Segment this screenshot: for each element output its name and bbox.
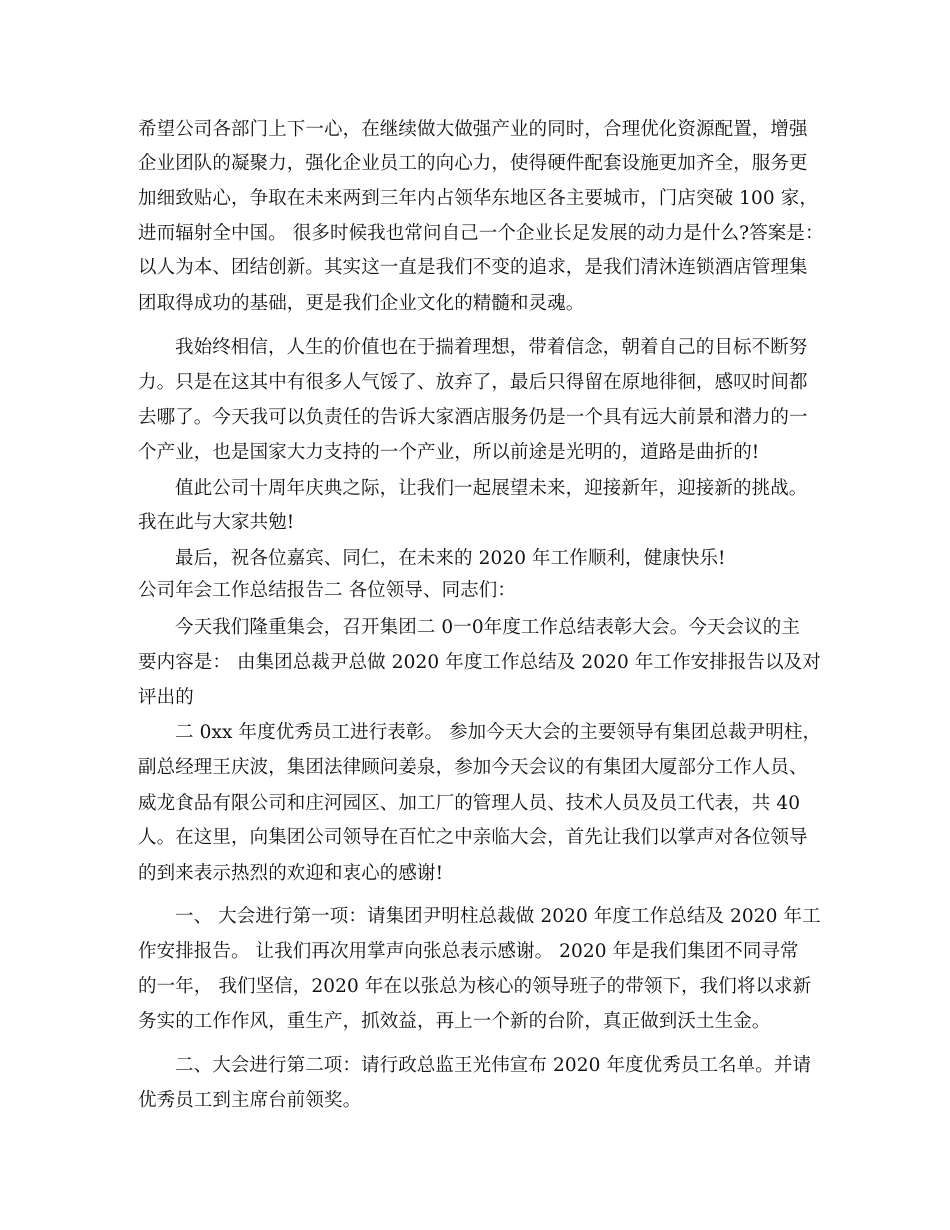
text-line: 企业团队的凝聚力，强化企业员工的向心力，使得硬件配套设施更加齐全，服务更 <box>138 153 808 174</box>
text-line: 要内容是： 由集团总裁尹总做 2020 年度工作总结及 2020 年工作安排报告以及对 <box>138 652 821 673</box>
text-line: 团取得成功的基础，更是我们企业文化的精髓和灵魂。 <box>138 293 585 314</box>
text-line: 优秀员工到主席台前领奖。 <box>138 1090 362 1111</box>
text-line: 最后，祝各位嘉宾、同仁，在未来的 2020 年工作顺利，健康快乐! <box>175 548 726 569</box>
text-line: 副总经理王庆波，集团法律顾问姜泉，参加今天会议的有集团大厦部分工作人员、 <box>138 757 808 778</box>
text-line: 的到来表示热烈的欢迎和衷心的感谢! <box>138 863 444 884</box>
text-line: 我始终相信，人生的价值也在于揣着理想，带着信念，朝着自己的目标不断努 <box>175 337 808 358</box>
text-line: 希望公司各部门上下一心，在继续做大做强产业的同时，合理优化资源配置，增强 <box>138 119 808 140</box>
text-line: 评出的 <box>138 687 194 708</box>
text-line: 以人为本、团结创新。其实这一直是我们不变的追求，是我们清沐连锁酒店管理集 <box>138 257 808 278</box>
text-line: 加细致贴心，争取在未来两到三年内占领华东地区各主要城市，门店突破 100 家， <box>138 188 818 209</box>
section-heading: 公司年会工作总结报告二 各位领导、同志们： <box>138 580 516 601</box>
text-line: 威龙食品有限公司和庄河园区、加工厂的管理人员、技术人员及员工代表，共 40 <box>138 793 801 814</box>
text-line: 值此公司十周年庆典之际，让我们一起展望未来，迎接新年，迎接新的挑战。 <box>175 478 808 499</box>
text-line: 我在此与大家共勉! <box>138 512 295 533</box>
text-line: 个产业，也是国家大力支持的一个产业，所以前途是光明的，道路是曲折的! <box>138 442 760 463</box>
text-line: 今天我们隆重集会，召开集团二 0一0年度工作总结表彰大会。今天会议的主 <box>175 617 800 638</box>
text-line: 去哪了。今天我可以负责任的告诉大家酒店服务仍是一个具有远大前景和潜力的一 <box>138 407 808 428</box>
text-line: 务实的工作作风，重生产，抓效益，再上一个新的台阶，真正做到沃土生金。 <box>138 1011 771 1032</box>
text-line: 二 0xx 年度优秀员工进行表彰。 参加今天大会的主要领导有集团总裁尹明柱， <box>175 722 822 743</box>
text-line: 的一年， 我们坚信，2020 年在以张总为核心的领导班子的带领下，我们将以求新 <box>138 976 812 997</box>
text-line: 人。在这里，向集团公司领导在百忙之中亲临大会，首先让我们以掌声对各位领导 <box>138 827 808 848</box>
text-line: 进而辐射全中国。 很多时候我也常问自己一个企业长足发展的动力是什么?答案是： <box>138 223 824 244</box>
text-line: 力。只是在这其中有很多人气馁了、放弃了，最后只得留在原地徘徊，感叹时间都 <box>138 372 808 393</box>
text-line: 二、大会进行第二项：请行政总监王光伟宣布 2020 年度优秀员工名单。并请 <box>175 1055 812 1076</box>
text-line: 作安排报告。 让我们再次用掌声向张总表示感谢。 2020 年是我们集团不同寻常 <box>138 941 799 962</box>
text-line: 一、 大会进行第一项：请集团尹明柱总裁做 2020 年度工作总结及 2020 年工 <box>175 906 821 927</box>
